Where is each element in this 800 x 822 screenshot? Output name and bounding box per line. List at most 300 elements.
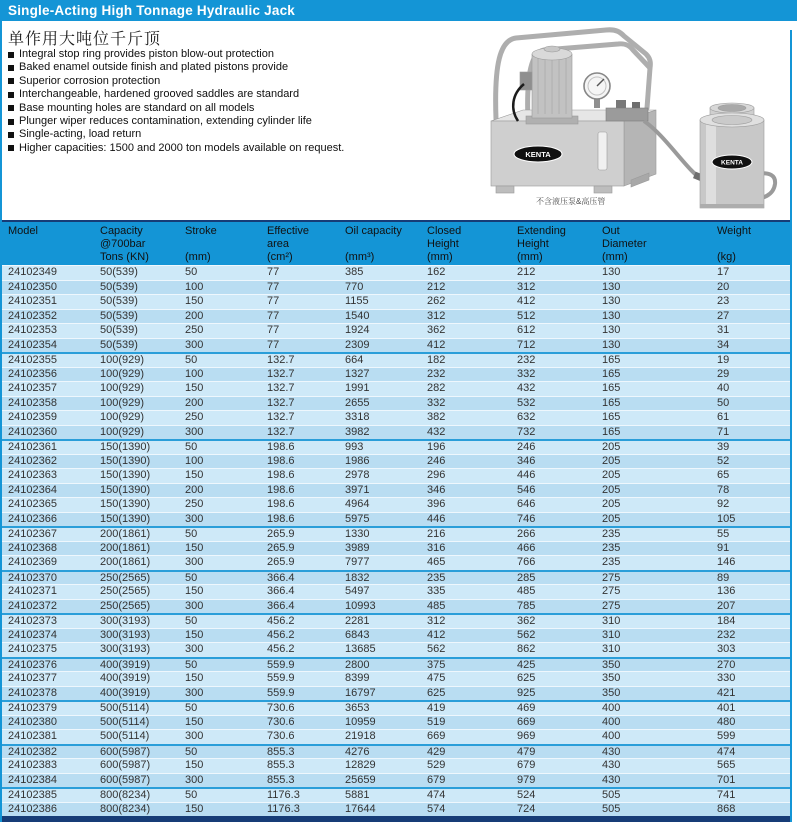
table-cell: 396 [427, 498, 446, 510]
table-cell: 712 [517, 338, 536, 351]
table-cell: 546 [517, 483, 536, 496]
table-row [0, 715, 792, 730]
table-cell: 150 [185, 672, 204, 684]
table-cell: 770 [345, 280, 364, 293]
table-cell: 574 [427, 802, 446, 815]
feature-item [8, 142, 463, 155]
table-row [0, 497, 792, 512]
table-row [0, 381, 792, 396]
table-cell: 3318 [345, 411, 370, 423]
table-cell: 55 [717, 528, 730, 540]
table-row [0, 512, 792, 527]
table-cell: 346 [427, 483, 446, 496]
table-cell: 198.6 [267, 483, 295, 496]
table-cell: 34 [717, 338, 730, 351]
table-cell: 862 [517, 643, 536, 655]
column-header-line: (mm) [517, 251, 543, 263]
table-cell: 412 [427, 338, 446, 351]
table-cell: 3971 [345, 483, 370, 496]
table-cell: 1832 [345, 571, 370, 584]
table-cell: 200 [185, 483, 204, 496]
table-cell: 412 [517, 295, 536, 307]
table-cell: 310 [602, 615, 621, 627]
table-cell: 480 [717, 715, 736, 728]
column-header-line: Diameter [602, 238, 647, 250]
table-cell: 8399 [345, 672, 370, 684]
table-cell: 270 [717, 658, 736, 671]
product-illustration [466, 24, 790, 216]
table-cell: 150 [185, 628, 204, 641]
table-cell: 430 [602, 759, 621, 771]
column-header-line: Tons (KN) [100, 251, 149, 263]
table-cell: 150(1390) [100, 483, 151, 496]
table-cell: 12829 [345, 759, 376, 771]
table-row [0, 758, 792, 773]
table-cell: 3982 [345, 425, 370, 438]
table-cell: 250(2565) [100, 599, 151, 612]
table-cell: 100(929) [100, 354, 145, 366]
column-header-line: Height [517, 238, 549, 250]
table-cell: 366.4 [267, 571, 295, 584]
table-cell: 132.7 [267, 396, 295, 409]
table-row [0, 671, 792, 686]
table-cell: 100(929) [100, 396, 145, 409]
brand-label-text: KENTA [721, 159, 743, 167]
table-cell: 275 [602, 571, 621, 584]
table-row [0, 265, 792, 280]
column-header-line: area [267, 238, 290, 250]
table-cell: 429 [427, 745, 446, 758]
table-cell: 24102386 [8, 802, 57, 815]
table-cell: 24102355 [8, 354, 57, 366]
table-cell: 505 [602, 802, 621, 815]
table-cell: 300 [185, 730, 204, 742]
bullet-square-icon [8, 132, 14, 138]
table-cell: 746 [517, 512, 536, 525]
table-cell: 13685 [345, 643, 376, 655]
table-cell: 300(3193) [100, 628, 151, 641]
table-cell: 39 [717, 441, 730, 453]
table-cell: 366.4 [267, 585, 295, 597]
table-cell: 5497 [345, 585, 370, 597]
table-cell: 92 [717, 498, 730, 510]
table-row [0, 367, 792, 382]
table-cell: 741 [717, 789, 736, 801]
table-cell: 300 [185, 338, 204, 351]
table-cell: 524 [517, 789, 536, 801]
table-cell: 375 [427, 658, 446, 671]
table-cell: 300 [185, 643, 204, 655]
column-header-line: Capacity [100, 225, 143, 237]
valve-manifold-icon [606, 100, 648, 121]
table-cell: 600(5987) [100, 759, 151, 771]
table-cell: 730.6 [267, 715, 295, 728]
column-header-line: (mm³) [345, 251, 375, 263]
table-cell: 24102358 [8, 396, 57, 409]
table-cell: 310 [602, 628, 621, 641]
table-cell: 77 [267, 280, 280, 293]
table-cell: 250(2565) [100, 571, 151, 584]
table-row [0, 613, 792, 628]
table-cell: 24102370 [8, 571, 57, 584]
table-cell: 10993 [345, 599, 376, 612]
table-cell: 446 [517, 469, 536, 481]
table-cell: 100 [185, 280, 204, 293]
feature-text: Baked enamel outside finish and plated pistons provide [19, 61, 289, 74]
column-header-line [345, 238, 419, 251]
table-cell: 50 [185, 354, 198, 366]
table-cell: 250 [185, 324, 204, 336]
table-cell: 205 [602, 498, 621, 510]
table-cell: 432 [517, 382, 536, 394]
table-cell: 50 [717, 396, 730, 409]
table-cell: 24102359 [8, 411, 57, 423]
table-cell: 855.3 [267, 745, 295, 758]
table-cell: 50 [185, 702, 198, 714]
table-cell: 165 [602, 425, 621, 438]
table-cell: 24102385 [8, 789, 57, 801]
table-cell: 24102352 [8, 309, 57, 322]
table-cell: 4964 [345, 498, 370, 510]
column-header-line: Weight [717, 225, 752, 237]
column-header [0, 225, 92, 265]
table-cell: 165 [602, 367, 621, 380]
table-row [0, 570, 792, 585]
table-cell: 77 [267, 324, 280, 336]
column-header [509, 225, 594, 265]
table-cell: 24102375 [8, 643, 57, 655]
table-cell: 77 [267, 309, 280, 322]
table-cell: 212 [517, 266, 536, 278]
table-cell: 200(1861) [100, 556, 151, 568]
table-cell: 599 [717, 730, 736, 742]
table-cell: 4276 [345, 745, 370, 758]
feature-item [8, 48, 463, 61]
table-cell: 312 [427, 615, 446, 627]
table-cell: 150(1390) [100, 498, 151, 510]
table-cell: 130 [602, 266, 621, 278]
table-cell: 250 [185, 498, 204, 510]
table-cell: 24102366 [8, 512, 57, 525]
table-cell: 625 [427, 686, 446, 699]
feature-item [8, 128, 463, 141]
table-cell: 432 [427, 425, 446, 438]
table-cell: 250 [185, 411, 204, 423]
table-cell: 559.9 [267, 658, 295, 671]
column-header [337, 225, 419, 265]
table-row [0, 541, 792, 556]
table-cell: 766 [517, 556, 536, 568]
table-cell: 50(539) [100, 324, 138, 336]
bullet-square-icon [8, 52, 14, 58]
column-header-line: Closed [427, 225, 462, 237]
table-cell: 600(5987) [100, 773, 151, 786]
table-cell: 50 [185, 266, 198, 278]
table-row [0, 802, 792, 817]
table-cell: 600(5987) [100, 745, 151, 758]
table-cell: 430 [602, 773, 621, 786]
table-cell: 430 [602, 745, 621, 758]
feature-item [8, 115, 463, 128]
table-row [0, 425, 792, 440]
table-cell: 130 [602, 324, 621, 336]
table-cell: 265.9 [267, 541, 295, 554]
table-cell: 6843 [345, 628, 370, 641]
table-cell: 100(929) [100, 411, 145, 423]
table-cell: 24102378 [8, 686, 57, 699]
table-row [0, 599, 792, 614]
table-cell: 529 [427, 759, 446, 771]
feature-text: Plunger wiper reduces contamination, extending cylinder life [19, 114, 312, 127]
table-cell: 150 [185, 382, 204, 394]
table-cell: 979 [517, 773, 536, 786]
table-cell: 669 [517, 715, 536, 728]
table-cell: 262 [427, 295, 446, 307]
table-row [0, 686, 792, 701]
table-cell: 132.7 [267, 411, 295, 423]
table-cell: 5975 [345, 512, 370, 525]
table-cell: 71 [717, 425, 730, 438]
table-cell: 969 [517, 730, 536, 742]
table-cell: 24102383 [8, 759, 57, 771]
feature-text: Integral stop ring provides piston blow-out protection [19, 48, 274, 60]
brand-label [514, 146, 562, 162]
pressure-gauge-icon [584, 73, 610, 108]
table-cell: 1327 [345, 367, 370, 380]
table-cell: 419 [427, 702, 446, 714]
table-cell: 235 [602, 528, 621, 540]
column-header-line [8, 238, 92, 251]
table-cell: 235 [602, 556, 621, 568]
table-cell: 350 [602, 658, 621, 671]
table-cell: 19 [717, 354, 730, 366]
table-cell: 925 [517, 686, 536, 699]
table-cell: 132.7 [267, 382, 295, 394]
table-cell: 24102374 [8, 628, 57, 641]
table-cell: 50(539) [100, 338, 138, 351]
table-row [0, 642, 792, 657]
table-cell: 50(539) [100, 309, 138, 322]
table-cell: 24102357 [8, 382, 57, 394]
table-cell: 205 [602, 454, 621, 467]
table-cell: 350 [602, 686, 621, 699]
table-row [0, 657, 792, 672]
table-cell: 165 [602, 382, 621, 394]
column-header-line: (mm) [602, 251, 628, 263]
table-cell: 150 [185, 759, 204, 771]
table-cell: 562 [517, 628, 536, 641]
table-cell: 519 [427, 715, 446, 728]
table-cell: 100(929) [100, 382, 145, 394]
table-row [0, 787, 792, 802]
table-row [0, 280, 792, 295]
table-cell: 184 [717, 615, 736, 627]
table-row [0, 526, 792, 541]
table-cell: 105 [717, 512, 736, 525]
table-cell: 701 [717, 773, 736, 786]
table-row [0, 396, 792, 411]
table-cell: 130 [602, 309, 621, 322]
table-cell: 500(5114) [100, 715, 150, 728]
table-cell: 24102369 [8, 556, 57, 568]
table-cell: 232 [427, 367, 446, 380]
left-border-rule [0, 21, 2, 822]
table-cell: 16797 [345, 686, 376, 699]
table-cell: 5881 [345, 789, 370, 801]
column-header-line: Extending [517, 225, 566, 237]
table-cell: 500(5114) [100, 702, 150, 714]
table-row [0, 483, 792, 498]
table-cell: 2800 [345, 658, 370, 671]
table-cell: 205 [602, 441, 621, 453]
table-cell: 505 [602, 789, 621, 801]
table-row [0, 309, 792, 324]
table-cell: 24102376 [8, 658, 57, 671]
table-cell: 24102356 [8, 367, 57, 380]
table-cell: 165 [602, 396, 621, 409]
table-cell: 2309 [345, 338, 370, 351]
table-cell: 150(1390) [100, 454, 151, 467]
bullet-square-icon [8, 119, 14, 125]
table-cell: 10959 [345, 715, 376, 728]
table-cell: 785 [517, 599, 536, 612]
table-cell: 130 [602, 280, 621, 293]
table-cell: 1176.3 [267, 802, 300, 815]
feature-item [8, 102, 463, 115]
table-cell: 24102361 [8, 441, 57, 453]
column-header-line [717, 238, 790, 251]
table-cell: 400(3919) [100, 658, 151, 671]
table-cell: 446 [427, 512, 446, 525]
table-cell: 25659 [345, 773, 376, 786]
feature-item [8, 88, 463, 101]
table-cell: 296 [427, 469, 446, 481]
column-header [419, 225, 509, 265]
table-cell: 50 [185, 789, 198, 801]
table-cell: 212 [427, 280, 446, 293]
table-cell: 232 [517, 354, 536, 366]
table-row [0, 744, 792, 759]
subtitle-chinese: 单作用大吨位千斤顶 [8, 31, 162, 48]
table-cell: 207 [717, 599, 736, 612]
table-cell: 400 [602, 730, 621, 742]
table-cell: 24102371 [8, 585, 57, 597]
table-cell: 150(1390) [100, 469, 151, 481]
table-row [0, 584, 792, 599]
right-border-rule [790, 30, 792, 822]
table-cell: 216 [427, 528, 446, 540]
table-cell: 165 [602, 411, 621, 423]
table-row [0, 700, 792, 715]
table-body [0, 265, 792, 816]
table-cell: 300 [185, 599, 204, 612]
table-cell: 132.7 [267, 425, 295, 438]
table-cell: 100 [185, 367, 204, 380]
table-cell: 512 [517, 309, 536, 322]
table-cell: 421 [717, 686, 736, 699]
table-cell: 200(1861) [100, 541, 151, 554]
table-cell: 625 [517, 672, 536, 684]
table-cell: 332 [427, 396, 446, 409]
table-row [0, 555, 792, 570]
feature-text: Higher capacities: 1500 and 2000 ton models available on request. [19, 141, 345, 154]
table-cell: 29 [717, 367, 730, 380]
table-cell: 724 [517, 802, 536, 815]
table-cell: 350 [602, 672, 621, 684]
table-cell: 466 [517, 541, 536, 554]
table-cell: 136 [717, 585, 736, 597]
table-cell: 200 [185, 396, 204, 409]
table-cell: 475 [427, 672, 446, 684]
brand-label-text: KENTA [525, 150, 551, 159]
table-cell: 732 [517, 425, 536, 438]
table-cell: 465 [427, 556, 446, 568]
table-cell: 91 [717, 541, 730, 554]
bullet-square-icon [8, 92, 14, 98]
table-cell: 300(3193) [100, 615, 151, 627]
table-row [0, 323, 792, 338]
column-header-line: Out [602, 225, 620, 237]
table-cell: 150 [185, 585, 204, 597]
table-cell: 855.3 [267, 759, 295, 771]
illustration-caption: 不含液压泵&高压管 [536, 197, 606, 206]
table-cell: 24102373 [8, 615, 57, 627]
table-cell: 200(1861) [100, 528, 151, 540]
table-cell: 23 [717, 295, 730, 307]
table-cell: 310 [602, 643, 621, 655]
table-cell: 400 [602, 702, 621, 714]
table-cell: 1540 [345, 309, 370, 322]
table-cell: 246 [517, 441, 536, 453]
table-cell: 150 [185, 802, 204, 815]
table-cell: 24102382 [8, 745, 57, 758]
table-cell: 3653 [345, 702, 370, 714]
table-cell: 78 [717, 483, 730, 496]
table-bottom-rule [0, 816, 792, 822]
table-cell: 24102364 [8, 483, 57, 496]
table-cell: 130 [602, 338, 621, 351]
page-title: Single-Acting High Tonnage Hydraulic Jack [0, 0, 797, 21]
table-cell: 1176.3 [267, 789, 300, 801]
table-cell: 24102377 [8, 672, 57, 684]
table-cell: 559.9 [267, 686, 295, 699]
table-cell: 669 [427, 730, 446, 742]
table-cell: 362 [427, 324, 446, 336]
table-cell: 456.2 [267, 615, 295, 627]
table-cell: 198.6 [267, 469, 295, 481]
table-cell: 24102365 [8, 498, 57, 510]
column-header [177, 225, 259, 265]
table-cell: 1986 [345, 454, 370, 467]
table-cell: 50 [185, 571, 198, 584]
table-cell: 362 [517, 615, 536, 627]
table-cell: 146 [717, 556, 736, 568]
brand-label [712, 155, 752, 169]
table-cell: 40 [717, 382, 730, 394]
table-cell: 1155 [345, 295, 369, 307]
table-cell: 21918 [345, 730, 376, 742]
table-cell: 275 [602, 585, 621, 597]
bullet-square-icon [8, 65, 14, 71]
bullet-square-icon [8, 105, 14, 111]
table-row [0, 729, 792, 744]
table-cell: 679 [427, 773, 446, 786]
table-row [0, 352, 792, 367]
table-cell: 1924 [345, 324, 370, 336]
table-cell: 150 [185, 541, 204, 554]
table-cell: 150(1390) [100, 512, 151, 525]
table-cell: 479 [517, 745, 536, 758]
